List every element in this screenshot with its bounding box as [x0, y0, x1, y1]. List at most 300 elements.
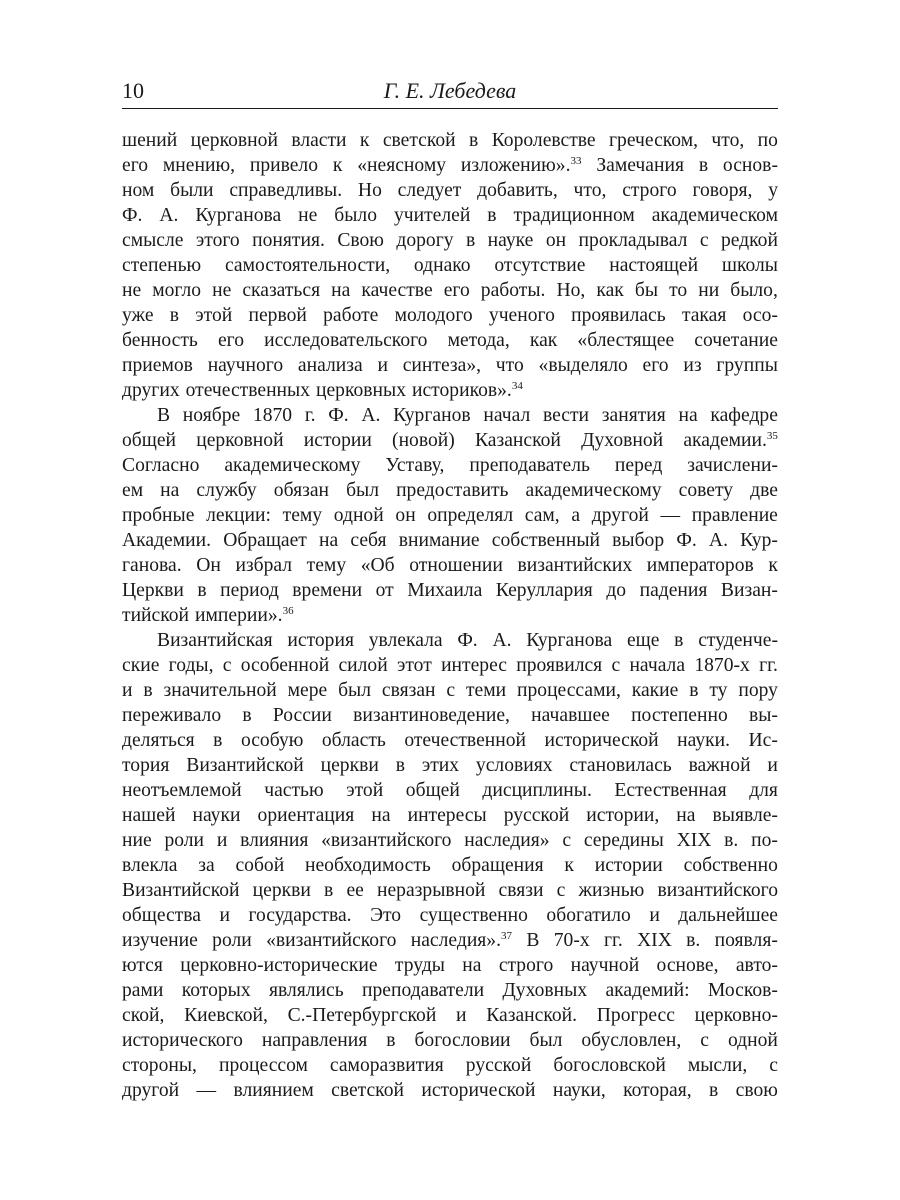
word: Византийской: [186, 755, 304, 776]
text-line: [122, 228, 778, 253]
word: появля-: [714, 930, 778, 951]
word: тему: [282, 505, 323, 526]
word: Духовной: [581, 430, 664, 451]
word: Киевской,: [184, 1005, 268, 1026]
word: нашей: [122, 805, 176, 826]
word: Михаила: [407, 580, 483, 601]
word: особую: [240, 730, 304, 751]
word: академий:: [605, 980, 690, 1001]
word: другой: [122, 1080, 180, 1101]
word: он: [545, 230, 567, 251]
word: какие: [631, 680, 679, 701]
word: науке: [487, 230, 534, 251]
word: обогатило: [546, 905, 631, 926]
word: XIX: [637, 930, 672, 951]
text-line: [122, 653, 778, 678]
word: общества: [122, 905, 201, 926]
running-head-author: Г. Е. Лебедева: [383, 78, 517, 103]
word: ту: [709, 680, 728, 701]
text-line: [122, 428, 778, 453]
word: ориентация: [257, 805, 355, 826]
word: академическому: [224, 455, 361, 476]
word: Академии.: [122, 530, 212, 551]
word: у: [768, 180, 778, 201]
word: самостоятельности,: [224, 255, 391, 276]
footnote-ref: 34: [511, 380, 523, 392]
word: проявился: [516, 655, 603, 676]
word: науки,: [552, 1080, 606, 1101]
word: изучение: [122, 930, 198, 951]
word: не: [122, 280, 142, 301]
word: в.: [686, 930, 701, 951]
word: в: [487, 205, 497, 226]
word: его: [443, 280, 470, 301]
word: проявилась: [571, 305, 666, 326]
word: и: [456, 1005, 467, 1026]
word: науки.: [677, 730, 731, 751]
word: обусловлен,: [581, 1030, 682, 1051]
word: академии.$^{35}$: [683, 430, 778, 451]
word: императоров: [646, 555, 754, 576]
word: собственно: [683, 855, 778, 876]
text-line: [122, 353, 778, 378]
word: отношении: [409, 555, 503, 576]
text-line: [122, 928, 778, 953]
word: светской: [382, 130, 456, 151]
word: неразрывной: [377, 880, 486, 901]
word: дисциплины.: [482, 780, 592, 801]
text-line: [122, 628, 778, 653]
word: А.: [361, 405, 381, 426]
text-line: [122, 1003, 778, 1028]
word: был: [338, 680, 371, 701]
text-line: [122, 403, 778, 428]
word: в: [386, 1030, 396, 1051]
text-line: [122, 528, 778, 553]
word: исторического: [122, 1030, 243, 1051]
word: общей: [122, 430, 177, 451]
word: «византийского: [266, 930, 397, 951]
word: «выделяло: [538, 355, 628, 376]
word: одной: [727, 1030, 778, 1051]
word: и: [122, 680, 133, 701]
word: этого: [195, 230, 240, 251]
word: и: [767, 755, 778, 776]
word: по-: [751, 830, 778, 851]
word: деляться: [122, 730, 195, 751]
word: на: [676, 805, 696, 826]
word: греческом,: [609, 130, 699, 151]
word: истории: [303, 430, 372, 451]
word: то: [669, 280, 688, 301]
word: византийского: [657, 880, 778, 901]
word: стороны,: [122, 1055, 197, 1076]
word: справедливы.: [229, 180, 343, 201]
word: этих: [421, 755, 460, 776]
page-header: [122, 74, 778, 109]
word: на: [319, 530, 339, 551]
word: выявле-: [712, 805, 778, 826]
word: бенность: [122, 330, 198, 351]
word: (новой): [392, 430, 455, 451]
word: еще: [626, 630, 660, 651]
word: годы,: [168, 655, 214, 676]
word: пору: [738, 680, 778, 701]
word: по: [757, 130, 778, 151]
word: постепенно: [631, 705, 728, 726]
word: ются: [122, 955, 163, 976]
word: добавить,: [477, 180, 558, 201]
word: начал: [483, 405, 531, 426]
text-line: [122, 1078, 778, 1103]
word: сам,: [524, 505, 560, 526]
text-line: [122, 678, 778, 703]
word: этой: [346, 780, 384, 801]
word: в: [197, 580, 207, 601]
text-line: [122, 278, 778, 303]
word: определял: [427, 505, 514, 526]
word: роли: [164, 830, 205, 851]
word: других: [122, 380, 180, 401]
word: роли: [212, 930, 252, 951]
text-line: [122, 728, 778, 753]
text-line: [122, 953, 778, 978]
word: привело: [249, 155, 319, 176]
word: тийской: [122, 605, 190, 626]
word: силой: [338, 655, 388, 676]
word: —: [196, 1080, 217, 1101]
word: становилась: [569, 755, 672, 776]
word: Византийская: [157, 630, 273, 651]
word: ние: [122, 830, 152, 851]
word: с: [562, 830, 572, 851]
word: что: [495, 355, 524, 376]
word: качестве: [361, 280, 433, 301]
word: совету: [678, 480, 734, 501]
word: к: [332, 155, 343, 176]
word: сказаться: [242, 280, 321, 301]
word: дорогу: [396, 230, 454, 251]
word: Духовных: [502, 980, 588, 1001]
word: Москов-: [707, 980, 778, 1001]
word: как: [596, 280, 624, 301]
word: Прогресс: [596, 1005, 675, 1026]
word: работе: [323, 305, 379, 326]
word: от: [375, 580, 394, 601]
word: перед: [614, 455, 663, 476]
word: интерес: [441, 655, 507, 676]
word: Замечания: [596, 155, 684, 176]
text-line: [122, 853, 778, 878]
word: увлекала: [368, 630, 443, 651]
word: Ис-: [748, 730, 778, 751]
text-line: [122, 978, 778, 1003]
word: Свою: [337, 230, 384, 251]
word: кафедре: [710, 405, 778, 426]
text-line: [122, 203, 778, 228]
word: область: [321, 730, 386, 751]
word: влекла: [122, 855, 178, 876]
word: школы: [721, 255, 778, 276]
word: церкви: [320, 755, 379, 776]
word: учителей: [393, 205, 471, 226]
word: Он: [196, 555, 221, 576]
word: был: [529, 1030, 563, 1051]
word: к: [768, 555, 778, 576]
word: истории: [594, 855, 663, 876]
word: связан: [381, 680, 436, 701]
word: могло: [152, 280, 202, 301]
word: А.: [492, 630, 512, 651]
word: историков».$^{34}$: [412, 380, 523, 401]
word: сочетание: [694, 330, 778, 351]
word: падения: [639, 580, 708, 601]
word: особенной: [240, 655, 330, 676]
word: академическому: [525, 480, 662, 501]
word: связи: [498, 880, 544, 901]
word: церковной: [196, 430, 284, 451]
word: было,: [730, 280, 778, 301]
word: к: [564, 855, 574, 876]
word: процессом: [218, 1055, 308, 1076]
word: вы-: [748, 705, 778, 726]
word: ученого: [488, 305, 555, 326]
word: шений: [122, 130, 178, 151]
text-line: [122, 878, 778, 903]
word: однако: [413, 255, 471, 276]
word: тему: [306, 555, 347, 576]
word: зачислени-: [687, 455, 778, 476]
word: богословии: [414, 1030, 511, 1051]
word: частью: [264, 780, 324, 801]
word: начавшее: [531, 705, 610, 726]
word: преподаватель: [469, 455, 590, 476]
word: интересы: [407, 805, 487, 826]
word: собой: [235, 855, 285, 876]
word: Естественная: [614, 780, 727, 801]
word: церковной: [190, 130, 278, 151]
word: Согласно: [122, 455, 200, 476]
word: к: [359, 130, 370, 151]
word: Визан-: [720, 580, 778, 601]
word: истории,: [586, 805, 660, 826]
word: —: [660, 505, 681, 526]
word: период: [220, 580, 279, 601]
word: строго: [622, 180, 677, 201]
body-text: [122, 128, 778, 1103]
text-line: [122, 603, 778, 628]
word: до: [606, 580, 627, 601]
word: с: [446, 680, 456, 701]
word: дальнейшее: [678, 905, 778, 926]
word: в: [698, 155, 709, 176]
word: византийских: [517, 555, 633, 576]
word: отечественных: [185, 380, 310, 401]
word: власти: [291, 130, 347, 151]
word: наследия»: [464, 830, 550, 851]
word: ее: [346, 880, 364, 901]
word: наследия».$^{37}$: [410, 930, 513, 951]
word: предоставить: [396, 480, 509, 501]
word: основе,: [656, 955, 719, 976]
text-line: [122, 453, 778, 478]
word: «блестящее: [577, 330, 675, 351]
word: мысли,: [687, 1055, 748, 1076]
word: ноябре: [182, 405, 241, 426]
word: его: [217, 330, 244, 351]
word: прокладывал: [578, 230, 688, 251]
text-line: [122, 328, 778, 353]
word: ни: [698, 280, 720, 301]
word: русской: [465, 1055, 532, 1076]
word: а: [571, 505, 581, 526]
word: преподаватели: [362, 980, 485, 1001]
text-line: [122, 578, 778, 603]
word: существенно: [419, 905, 528, 926]
word: XIX: [676, 830, 712, 851]
word: настоящей: [609, 255, 699, 276]
word: приемов: [122, 355, 193, 376]
word: важной: [688, 755, 751, 776]
word: в: [143, 680, 153, 701]
text-line: [122, 303, 778, 328]
word: авто-: [735, 955, 778, 976]
word: из: [683, 355, 702, 376]
word: на: [331, 280, 351, 301]
word: Курганов: [393, 405, 471, 426]
word: были: [170, 180, 214, 201]
word: времени: [292, 580, 363, 601]
word: общей: [405, 780, 460, 801]
word: Византийской: [122, 880, 240, 901]
word: С.-Петербургской: [287, 1005, 437, 1026]
word: для: [749, 780, 778, 801]
word: переживало: [122, 705, 222, 726]
word: с: [700, 1030, 709, 1051]
word: избрал: [235, 555, 293, 576]
word: в: [324, 880, 334, 901]
word: Обращает: [223, 530, 307, 551]
word: анализа: [297, 355, 363, 376]
word: церковно-: [694, 1005, 778, 1026]
word: метода,: [447, 330, 510, 351]
word: и: [219, 905, 230, 926]
word: история: [287, 630, 354, 651]
word: Уставу,: [385, 455, 445, 476]
word: в: [674, 630, 684, 651]
word: неотъемлемой: [122, 780, 242, 801]
word: с: [611, 655, 621, 676]
word: он: [395, 505, 416, 526]
word: Курганова: [195, 205, 282, 226]
word: Казанской: [474, 430, 561, 451]
word: А.: [708, 530, 728, 551]
word: «Об: [360, 555, 395, 576]
word: себя: [350, 530, 387, 551]
word: был: [346, 480, 379, 501]
footnote-ref: 35: [766, 430, 778, 442]
text-line: [122, 828, 778, 853]
word: пробные: [122, 505, 195, 526]
word: этот: [396, 655, 432, 676]
word: в: [395, 755, 405, 776]
word: другой: [591, 505, 649, 526]
word: Казанской.: [486, 1005, 578, 1026]
word: обращения: [451, 855, 544, 876]
word: рами: [122, 980, 164, 1001]
word: две: [750, 480, 778, 501]
word: Но,: [556, 280, 586, 301]
word: византиноведение,: [353, 705, 510, 726]
word: студенче-: [698, 630, 778, 651]
word: тория: [122, 755, 170, 776]
word: отсутствие: [494, 255, 586, 276]
word: А.: [159, 205, 179, 226]
word: степенью: [122, 255, 202, 276]
word: начала: [629, 655, 686, 676]
text-line: [122, 778, 778, 803]
word: редкой: [720, 230, 778, 251]
word: ном: [122, 180, 155, 201]
word: на: [678, 405, 698, 426]
word: говоря,: [692, 180, 753, 201]
word: ем: [122, 480, 144, 501]
word: в: [709, 1080, 719, 1101]
word: его: [122, 155, 149, 176]
word: такая: [681, 305, 727, 326]
word: церковно-исторические: [180, 955, 378, 976]
word: мнению,: [162, 155, 235, 176]
word: смысле: [122, 230, 184, 251]
word: уже: [122, 305, 154, 326]
word: значительной: [163, 680, 277, 701]
word: первой: [248, 305, 307, 326]
word: на: [371, 805, 391, 826]
word: направления: [261, 1030, 368, 1051]
word: работы.: [480, 280, 546, 301]
footnote-ref: 33: [570, 155, 582, 167]
word: основ-: [722, 155, 778, 176]
text-line: [122, 553, 778, 578]
text-line: [122, 178, 778, 203]
word: гг.: [603, 930, 623, 951]
word: государства.: [248, 905, 352, 926]
word: ганова.: [122, 555, 182, 576]
word: не: [298, 205, 318, 226]
word: в: [213, 730, 223, 751]
word: 1870-х: [694, 655, 750, 676]
word: мере: [287, 680, 328, 701]
word: условиях: [475, 755, 553, 776]
text-line: [122, 378, 778, 403]
word: в.: [724, 830, 739, 851]
word: отечественной: [404, 730, 527, 751]
word: саморазвития: [329, 1055, 444, 1076]
word: Ф.: [457, 630, 478, 651]
word: и: [216, 830, 228, 851]
word: понятия.: [252, 230, 325, 251]
word: в: [689, 680, 699, 701]
text-line: [122, 253, 778, 278]
word: Ф.: [676, 530, 697, 551]
word: империи».$^{36}$: [195, 605, 294, 626]
word: его: [642, 355, 669, 376]
word: которая,: [623, 1080, 692, 1101]
word: Но: [357, 180, 382, 201]
word: с: [556, 880, 566, 901]
word: изложению».$^{33}$: [460, 155, 582, 176]
word: Кур-: [740, 530, 778, 551]
